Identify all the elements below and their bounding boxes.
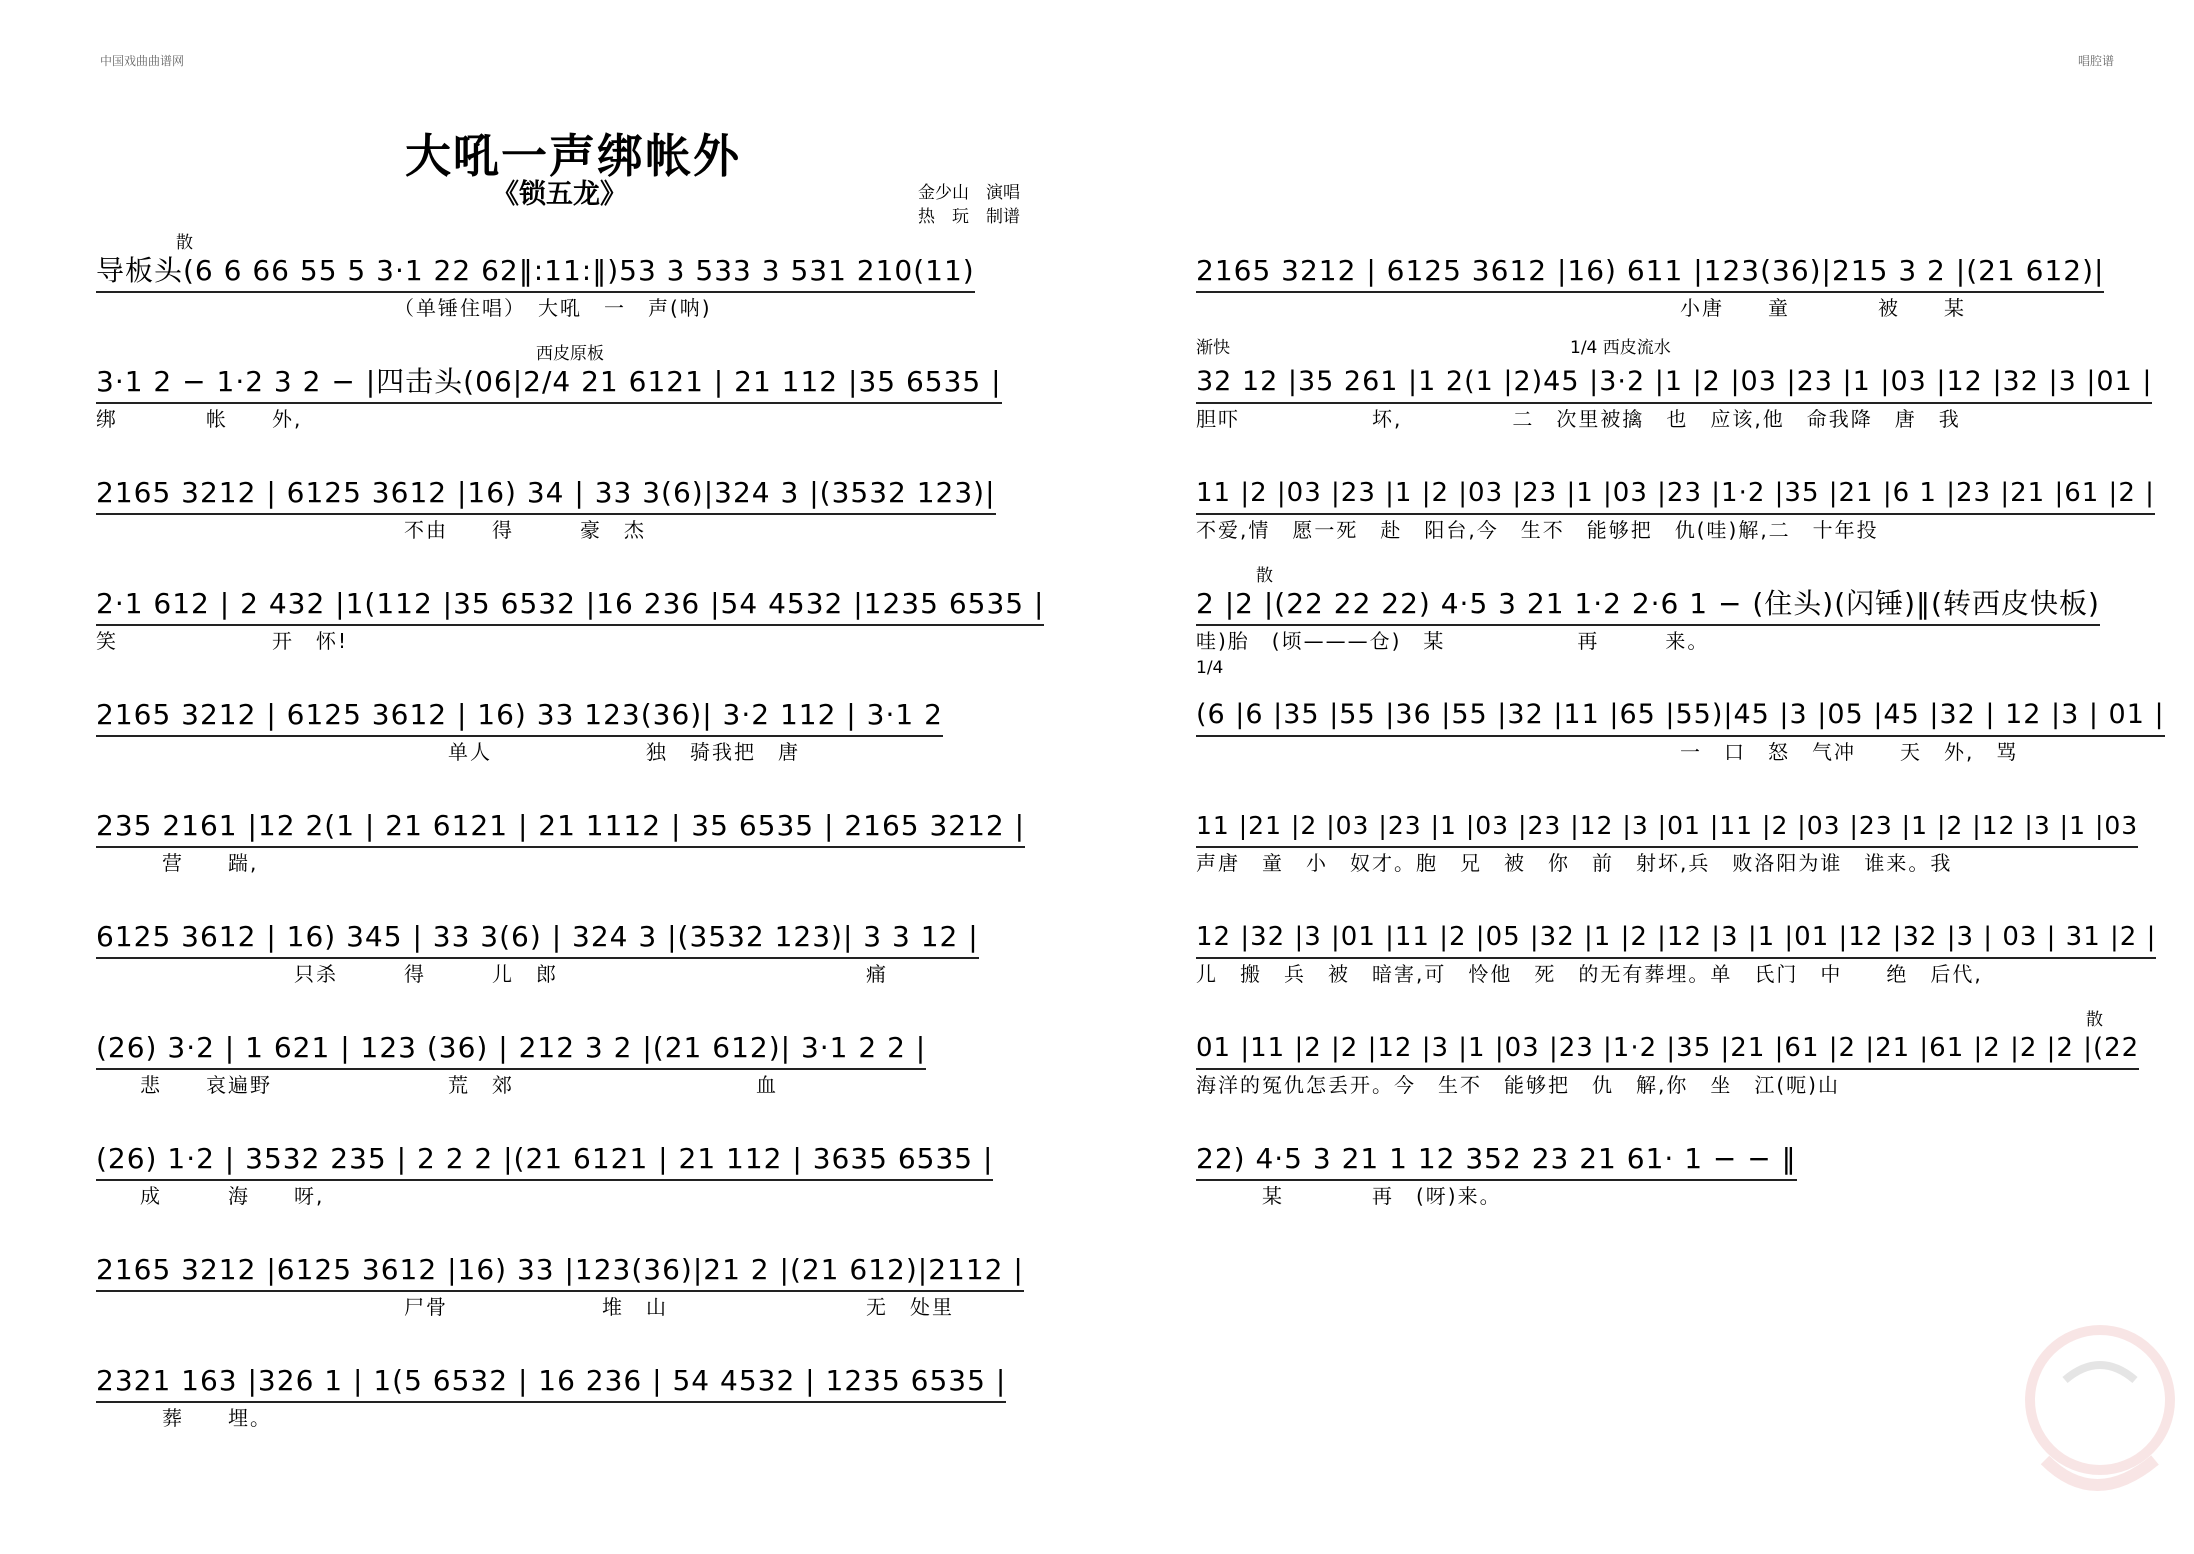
tempo-mark: 散 [1256,566,1273,586]
performer-credit: 金少山 演唱 [918,183,1020,203]
score-line [1196,476,2171,556]
tempo-mark: 散 [176,233,193,253]
lyrics: 笑 开 怀! [96,629,349,653]
notation: 6125 3612 | 16) 345 | 33 3(6) | 324 3 |(3532 123)| 3 3 12 | [96,920,979,959]
lyrics: 营 踹, [96,851,259,875]
score-line [1196,1010,2171,1111]
notation: 32 12 |35 261 |1 2(1 |2)45 |3·2 |1 |2 |03 |23 |1 |03 |12 |32 |3 |01 | [1196,365,2152,404]
notation: 3·1 2 − 1·2 3 2 − |四击头(06|2/4 21 6121 | 21 112 |35 6535 | [96,365,1002,404]
lyrics: 葬 埋。 [96,1406,272,1430]
notation: 2 |2 |(22 22 22) 4·5 3 21 1·2 2·6 1 − (住头)(闪锤)‖(转西皮快板) [1196,587,2100,626]
lyrics: 一 口 怒 气冲 天 外, 骂 [1196,740,2019,764]
score-line [1196,254,2171,334]
lyrics: 小唐 童 被 某 [1196,296,1966,320]
score-line [96,698,1071,778]
score-line [1196,809,2171,889]
lyrics: 只杀 得 儿 郎 痛 [96,962,888,986]
score-line [1196,338,2171,445]
notation: 2321 163 |326 1 | 1(5 6532 | 16 236 | 54 4532 | 1235 6535 | [96,1364,1006,1403]
score-line [96,476,1071,556]
score-line [96,809,1071,889]
lyrics: 不由 得 豪 杰 [96,518,646,542]
notation: 11 |2 |03 |23 |1 |2 |03 |23 |1 |03 |23 |1·2 |35 |21 |6 1 |23 |21 |61 |2 | [1196,476,2155,515]
notation: 2165 3212 |6125 3612 |16) 33 |123(36)|21 2 |(21 612)|2112 | [96,1253,1024,1292]
notation: 22) 4·5 3 21 1 12 352 23 21 61· 1 − − ‖ [1196,1142,1797,1181]
notation: 2165 3212 | 6125 3612 |16) 611 |123(36)|215 3 2 |(21 612)| [1196,254,2104,293]
notation: 2165 3212 | 6125 3612 |16) 34 | 33 3(6)|324 3 |(3532 123)| [96,476,996,515]
score-line [96,1142,1071,1222]
score-line [96,587,1071,667]
lyrics: 悲 哀遍野 荒 郊 血 [96,1073,778,1097]
score-line [96,344,1071,445]
score-line [96,1031,1071,1111]
notation: 01 |11 |2 |2 |12 |3 |1 |03 |23 |1·2 |35 |21 |61 |2 |21 |61 |2 |2 |2 |(22 [1196,1031,2139,1070]
score-line [96,1364,1071,1444]
site-name: 中国戏曲曲谱网 [100,54,185,68]
notation: 导板头(6 6 66 55 5 3·1 22 62‖:11:‖)53 3 533 3 531 210(11) [96,254,975,293]
lyrics: 某 再 (呀)来。 [1196,1184,1502,1208]
notation: (6 |6 |35 |55 |36 |55 |32 |11 |65 |55)|45 |3 |05 |45 |32 | 12 |3 | 01 | [1196,698,2165,737]
lyrics: 绑 帐 外, [96,407,303,431]
lyrics: 胆吓 坏, 二 次里被擒 也 应该,他 命我降 唐 我 [1196,407,1961,431]
notation: (26) 1·2 | 3532 235 | 2 2 2 |(21 6121 | 21 112 | 3635 6535 | [96,1142,993,1181]
notation: 12 |32 |3 |01 |11 |2 |05 |32 |1 |2 |12 |3 |1 |01 |12 |32 |3 | 03 | 31 |2 | [1196,920,2156,959]
score-line [1196,1142,2171,1222]
notation: 2·1 612 | 2 432 |1(112 |35 6532 |16 236 |54 4532 |1235 6535 | [96,587,1044,626]
tempo-mark: 散 [2086,1010,2103,1030]
notation: 11 |21 |2 |03 |23 |1 |03 |23 |12 |3 |01 |11 |2 |03 |23 |1 |2 |12 |3 |1 |03 [1196,809,2138,848]
lyrics: 不爱,情 愿一死 赴 阳台,今 生不 能够把 仇(哇)解,二 十年投 [1196,518,1879,542]
section-name: 唱腔谱 [2077,54,2114,68]
lyrics: 声唐 童 小 奴才。胞 兄 被 你 前 射坏,兵 败洛阳为谁 谁来。我 [1196,851,1953,875]
score-line [1196,920,2171,1000]
notation: 2165 3212 | 6125 3612 | 16) 33 123(36)| 3·2 112 | 3·1 2 [96,698,943,737]
opera-mask-watermark [2005,1310,2185,1530]
lyrics: 儿 搬 兵 被 暗害,可 怜他 死 的无有葬埋。单 氏门 中 绝 后代, [1196,962,1983,986]
notation: 235 2161 |12 2(1 | 21 6121 | 21 1112 | 35 6535 | 2165 3212 | [96,809,1025,848]
lyrics: 单人 独 骑我把 唐 [96,740,800,764]
lyrics: 尸骨 堆 山 无 处里 [96,1295,954,1319]
lyrics: 海洋的冤仇怎丢开。今 生不 能够把 仇 解,你 坐 江(呃)山 [1196,1073,1840,1097]
score-line [96,920,1071,1000]
lyrics: 成 海 呀, [96,1184,325,1208]
opera-title: 《锁五龙》 [492,179,627,210]
tempo-mark: 1/4 [1196,658,1224,678]
transcriber-credit: 热 玩 制谱 [918,207,1020,227]
lyrics: 哇)胎 (顷———仓) 某 再 来。 [1196,629,1710,653]
score-line [96,1253,1071,1333]
song-title: 大吼一声绑帐外 [405,129,741,183]
notation: (26) 3·2 | 1 621 | 123 (36) | 212 3 2 |(21 612)| 3·1 2 2 | [96,1031,926,1070]
score-line [1196,658,2171,778]
lyrics: （单锤住唱） 大吼 一 声(呐) [96,296,712,320]
tempo-mark: 西皮原板 [536,344,604,364]
score-line [96,233,1071,334]
tempo-mark: 渐快 1/4 西皮流水 [1196,338,1671,358]
score-line [1196,566,2171,667]
